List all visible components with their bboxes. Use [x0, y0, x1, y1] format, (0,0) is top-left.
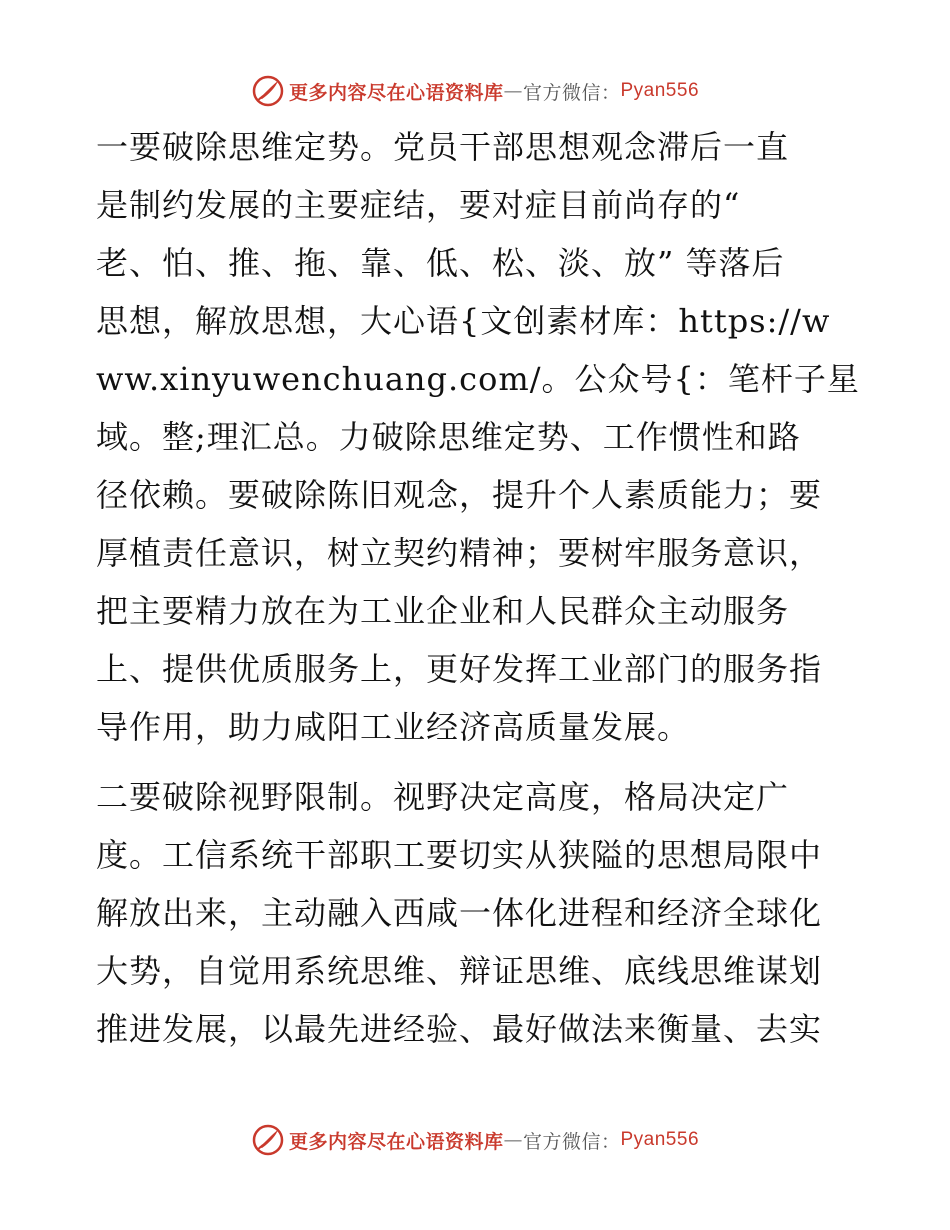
text-line: ww.xinyuwenchuang.com/。公众号{：笔杆子星 [96, 360, 860, 398]
header-banner [0, 74, 950, 108]
text-line: 厚植责任意识，树立契约精神；要树牢服务意识， [96, 534, 823, 572]
text-line: 域。整;理汇总。力破除思维定势、工作惯性和路 [96, 418, 801, 456]
text-line: 推进发展，以最先进经验、最好做法来衡量、去实 [96, 1010, 823, 1048]
text-line: 大势，自觉用系统思维、辩证思维、底线思维谋划 [96, 952, 823, 990]
banner-main-text: 更多内容尽在心语资料库 [288, 1130, 504, 1153]
document-body [96, 118, 860, 1070]
text-line: 度。工信系统干部职工要切实从狭隘的思想局限中 [96, 836, 823, 874]
feather-pen-icon [251, 1123, 285, 1157]
text-line: 思想，解放思想，大心语{文创素材库：https://w [96, 302, 831, 340]
banner-separator: — [503, 1129, 523, 1151]
text-line: 导作用，助力咸阳工业经济高质量发展。 [96, 708, 691, 746]
feather-pen-icon [251, 74, 285, 108]
text-line: 二要破除视野限制。视野决定高度，格局决定广 [96, 778, 790, 816]
paragraph-1 [96, 118, 860, 756]
text-line: 把主要精力放在为工业企业和人民群众主动服务 [96, 592, 790, 630]
banner-wechat-id: Pyan556 [620, 1129, 700, 1150]
banner-wechat-id: Pyan556 [620, 80, 700, 101]
text-line: 上、提供优质服务上，更好发挥工业部门的服务指 [96, 650, 823, 688]
banner-wechat-label: 官方微信： [522, 81, 621, 104]
banner-main-text: 更多内容尽在心语资料库 [288, 81, 504, 104]
text-line: 一要破除思维定势。党员干部思想观念滞后一直 [96, 128, 790, 166]
text-line: 老、怕、推、拖、靠、低、松、淡、放” 等落后 [96, 244, 785, 282]
banner-wechat-label: 官方微信： [522, 1130, 621, 1153]
banner-separator: — [503, 80, 523, 102]
text-line: 是制约发展的主要症结，要对症目前尚存的“ [96, 186, 741, 224]
text-line: 解放出来，主动融入西咸一体化进程和经济全球化 [96, 894, 823, 932]
text-line: 径依赖。要破除陈旧观念，提升个人素质能力；要 [96, 476, 823, 514]
footer-banner [0, 1123, 950, 1157]
paragraph-2 [96, 768, 856, 1058]
